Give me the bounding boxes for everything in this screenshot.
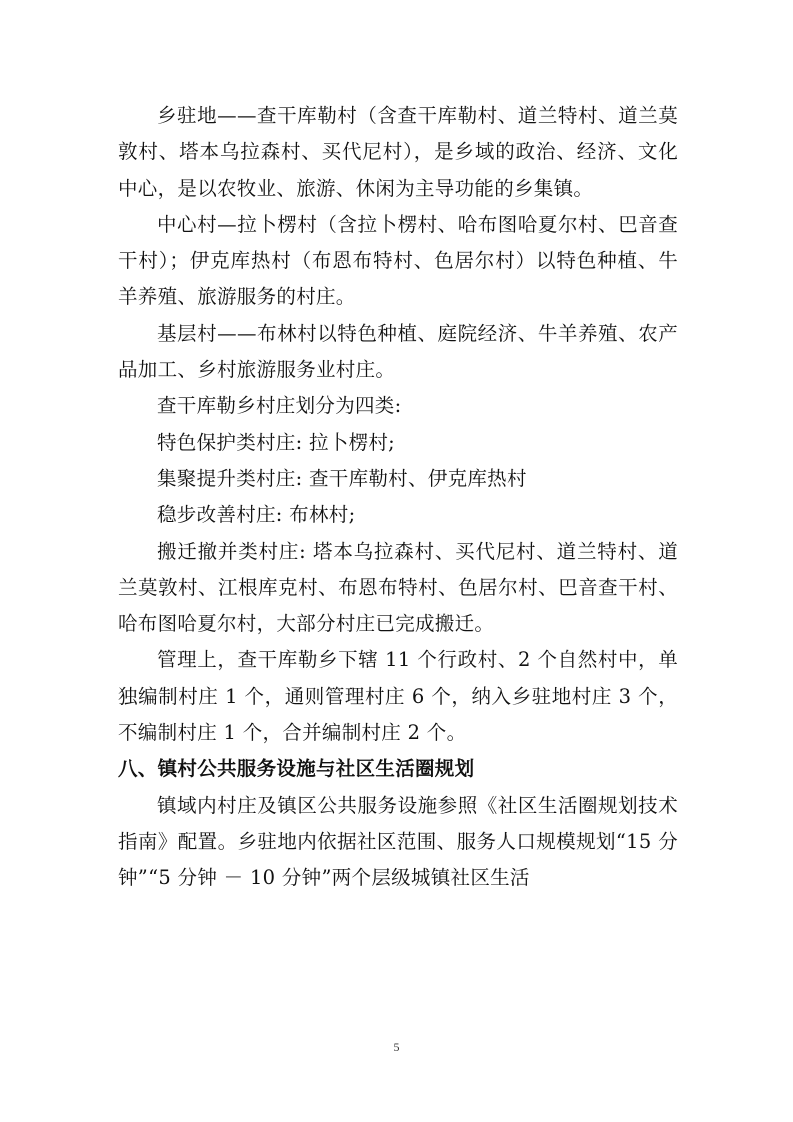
paragraph-relocation: 搬迁撤并类村庄: 塔本乌拉森村、买代尼村、道兰特村、道兰莫敦村、江根库克村、布恩布特村、色居尔村、巴音查干村、哈布图哈夏尔村，大部分村庄已完成搬迁。 — [118, 539, 678, 636]
paragraph-management: 管理上，查干库勒乡下辖 11 个行政村、2 个自然村中，单独编制村庄 1 个，通则管理村庄 6 个，纳入乡驻地村庄 3 个，不编制村庄 1 个，合并编制村庄 2 个。 — [118, 648, 678, 745]
page-number: 5 — [393, 1040, 400, 1054]
paragraph-township-seat: 乡驻地——查干库勒村（含查干库勒村、道兰特村、道兰莫敦村、塔本乌拉森村、买代尼村），是乡域的政治、经济、文化中心，是以农牧业、旅游、休闲为主导功能的乡集镇。 — [118, 104, 678, 200]
paragraph-central-village: 中心村—拉卜楞村（含拉卜楞村、哈布图哈夏尔村、巴音查干村）；伊克库热村（布恩布特村、色居尔村）以特色种植、牛羊养殖、旅游服务的村庄。 — [118, 212, 678, 309]
category-agglomeration: 集聚提升类村庄: 查干库勒村、伊克库热村 — [157, 466, 527, 490]
category-improvement: 稳步改善村庄: 布林村; — [157, 503, 356, 527]
document-body — [118, 98, 678, 897]
paragraph-grassroots-village: 基层村——布林村以特色种植、庭院经济、牛羊养殖、农产品加工、乡村旅游服务业村庄。 — [118, 321, 678, 382]
paragraph-public-services: 镇域内村庄及镇区公共服务设施参照《社区生活圈规划技术指南》配置。乡驻地内依据社区范围、服务人口规模规划“15 分钟”“5 分钟 － 10 分钟”两个层级城镇社区生活 — [118, 793, 678, 890]
category-protection: 特色保护类村庄: 拉卜楞村; — [157, 430, 396, 454]
classification-intro: 查干库勒乡村庄划分为四类: — [157, 394, 402, 418]
section-heading: 八、镇村公共服务设施与社区生活圈规划 — [118, 757, 475, 781]
